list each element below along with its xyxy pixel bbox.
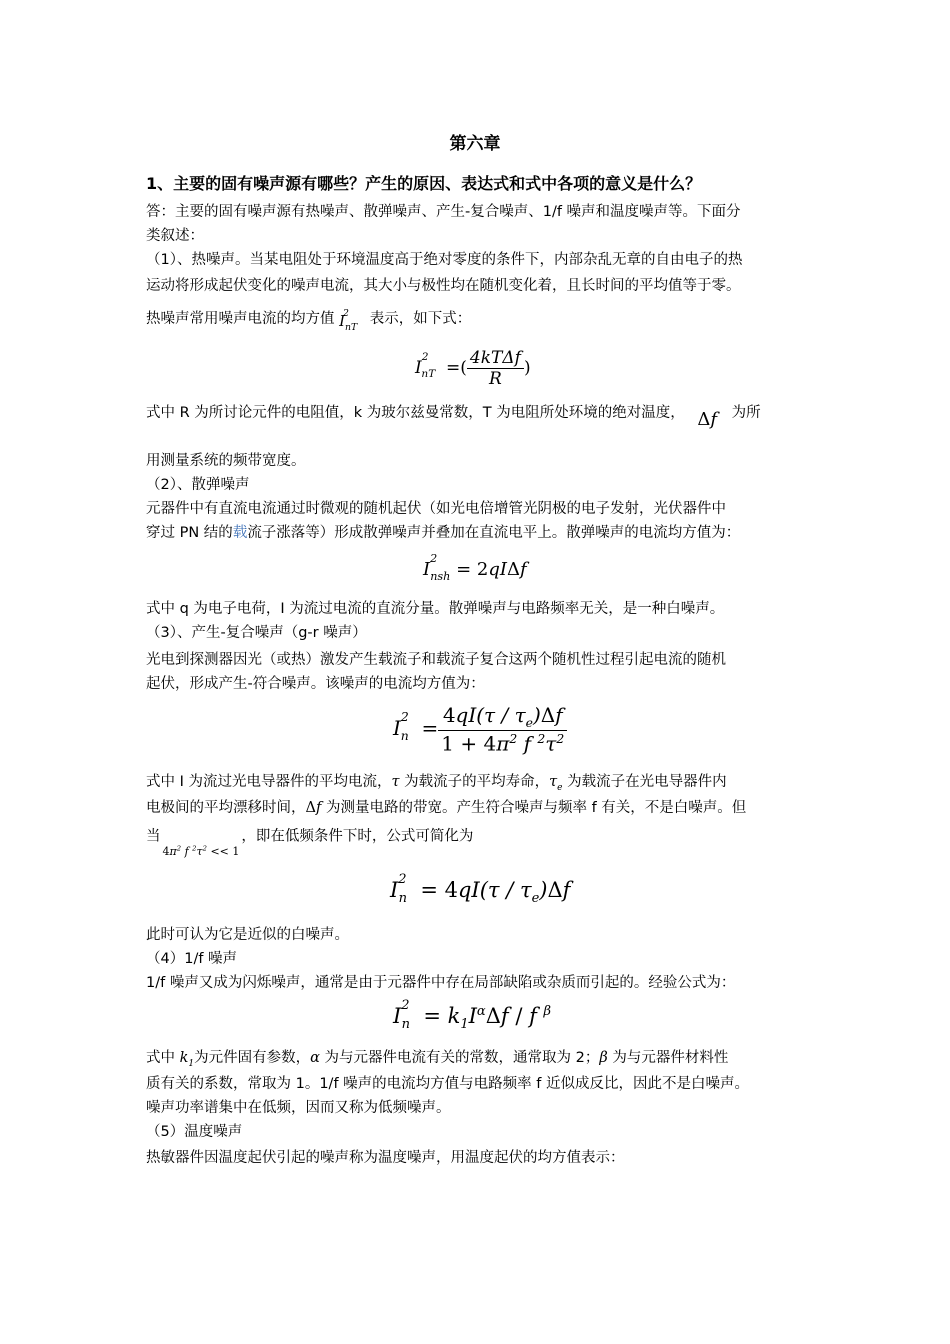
temperature-heading: （5）温度噪声 <box>146 1124 243 1140</box>
shot-line-2-text-post: 流子涨落等）形成散弹噪声并叠加在直流电平上。散弹噪声的电流均方值为： <box>247 525 741 541</box>
shot-line-2 <box>146 524 740 542</box>
flicker-explain-text-a: 式中 <box>146 1050 175 1066</box>
formula-gr-noise-simplified: $I^2_n = 4qI(\tau / \tau_e)\Delta f$ <box>390 872 571 907</box>
thermal-line-3 <box>146 306 471 334</box>
question-heading: 1、主要的固有噪声源有哪些？产生的原因、表达式和式中各项的意义是什么？ <box>146 174 702 193</box>
gr-explain-text-3a: 当 <box>146 828 161 845</box>
gr-heading: （3）、产生-复合噪声（g-r 噪声） <box>146 625 367 641</box>
inline-formula-tau: τ <box>391 774 400 790</box>
thermal-line-3-text: 热噪声常用噪声电流的均方值 <box>146 311 335 327</box>
thermal-line-2: 运动将形成起伏变化的噪声电流，其大小与极性均在随机变化着，且长时间的平均值等于零。 <box>146 278 741 294</box>
shot-line-2-text: 穿过 PN 结的 <box>146 525 233 541</box>
gr-explain-text-b: 为载流子的平均寿命， <box>404 774 550 790</box>
inline-formula-delta-f: Δf <box>697 409 718 430</box>
inline-formula-low-freq-condition: 4π2 f 2τ2 << 1 <box>162 844 240 858</box>
inline-formula-tau-e: $\tau_e$ <box>549 774 563 793</box>
gr-explain-text-2a: 电极间的平均漂移时间， <box>146 800 306 816</box>
gr-line-2: 起伏，形成产生-符合噪声。该噪声的电流均方值为： <box>146 676 485 692</box>
flicker-explain-line-2: 质有关的系数，常取为 1。1/f 噪声的电流均方值与电路频率 f 近似成反比，因此不是白噪声。 <box>146 1076 749 1092</box>
temperature-line-1: 热敏器件因温度起伏引起的噪声称为温度噪声，用温度起伏的均方值表示： <box>146 1150 625 1166</box>
flicker-explain-line-3: 噪声功率谱集中在低频，因而又称为低频噪声。 <box>146 1100 451 1116</box>
thermal-explain-text-post: 为所 <box>731 405 761 421</box>
inline-formula-InT: $I^2_{nT}$ <box>339 308 358 333</box>
flicker-explain-line-1 <box>146 1049 728 1073</box>
gr-explain-text-2b: 为测量电路的带宽。产生符合噪声与频率 f 有关，不是白噪声。但 <box>325 800 747 816</box>
shot-line-2-highlight: 载 <box>232 525 248 541</box>
formula-flicker-noise: $I^2_n = k_1I^\alpha\Delta f / f$ $^\beta$ <box>393 998 552 1033</box>
flicker-explain-text-d: 为与元器件材料性 <box>612 1050 729 1066</box>
thermal-explain-line-2: 用测量系统的频带宽度。 <box>146 453 306 469</box>
gr-after: 此时可认为它是近似的白噪声。 <box>146 927 349 943</box>
gr-explain-text: 式中 I 为流过光电导器件的平均电流， <box>146 774 392 790</box>
flicker-explain-text-b: 为元件固有参数， <box>194 1050 311 1066</box>
flicker-line-1: 1/f 噪声又成为闪烁噪声，通常是由于元器件中存在局部缺陷或杂质而引起的。经验公式为： <box>146 975 736 991</box>
gr-explain-line-1 <box>146 773 727 797</box>
flicker-heading: （4）1/f 噪声 <box>146 951 238 967</box>
thermal-heading-line: （1）、热噪声。当某电阻处于环境温度高于绝对零度的条件下，内部杂乱无章的自由电子的热 <box>146 252 743 268</box>
shot-line-1: 元器件中有直流电流通过时微观的随机起伏（如光电倍增管光阴极的电子发射，光伏器件中 <box>146 501 726 517</box>
shot-explain: 式中 q 为电子电荷，I 为流过电流的直流分量。散弹噪声与电路频率无关，是一种白噪声。 <box>146 601 725 617</box>
answer-intro-line-2: 类叙述： <box>146 228 204 244</box>
flicker-explain-text-c: 为与元器件电流有关的常数，通常取为 2； <box>324 1050 600 1066</box>
chapter-title: 第六章 <box>449 134 501 154</box>
inline-formula-alpha: α <box>310 1050 320 1066</box>
inline-formula-beta: β <box>599 1050 608 1066</box>
formula-shot-noise: $I^2_{nsh} = 2qI\Delta f$ <box>423 552 527 583</box>
thermal-line-3-text-post: 表示，如下式： <box>369 311 472 327</box>
inline-formula-delta-f-2: Δf <box>305 800 322 816</box>
formula-gr-noise: $I^2_n$ = $\frac{4qI(\tau / \tau_e)\Delta f}{1 + 4\pi^2 f ^2\tau^2}$ <box>393 703 567 756</box>
thermal-explain-text: 式中 R 为所讨论元件的电阻值，k 为玻尔兹曼常数，T 为电阻所处环境的绝对温度， <box>146 405 685 421</box>
thermal-explain-line-1 <box>146 403 761 430</box>
gr-explain-text-c: 为载流子在光电导器件内 <box>567 774 727 790</box>
gr-explain-line-2 <box>146 799 746 817</box>
gr-explain-text-3b: ，即在低频条件下时，公式可简化为 <box>241 828 474 845</box>
formula-thermal-noise: $I^2_{nT}$ =( $\frac{\text{4kTΔf}}{R}$ ) <box>415 348 531 389</box>
gr-line-1: 光电到探测器因光（或热）激发产生载流子和载流子复合这两个随机性过程引起电流的随机 <box>146 652 726 668</box>
inline-formula-k1: $k_1$ <box>179 1050 195 1069</box>
answer-intro-line-1: 答：主要的固有噪声源有热噪声、散弹噪声、产生-复合噪声、1/f 噪声和温度噪声等。下面分 <box>146 204 741 220</box>
shot-heading: （2）、散弹噪声 <box>146 477 250 493</box>
